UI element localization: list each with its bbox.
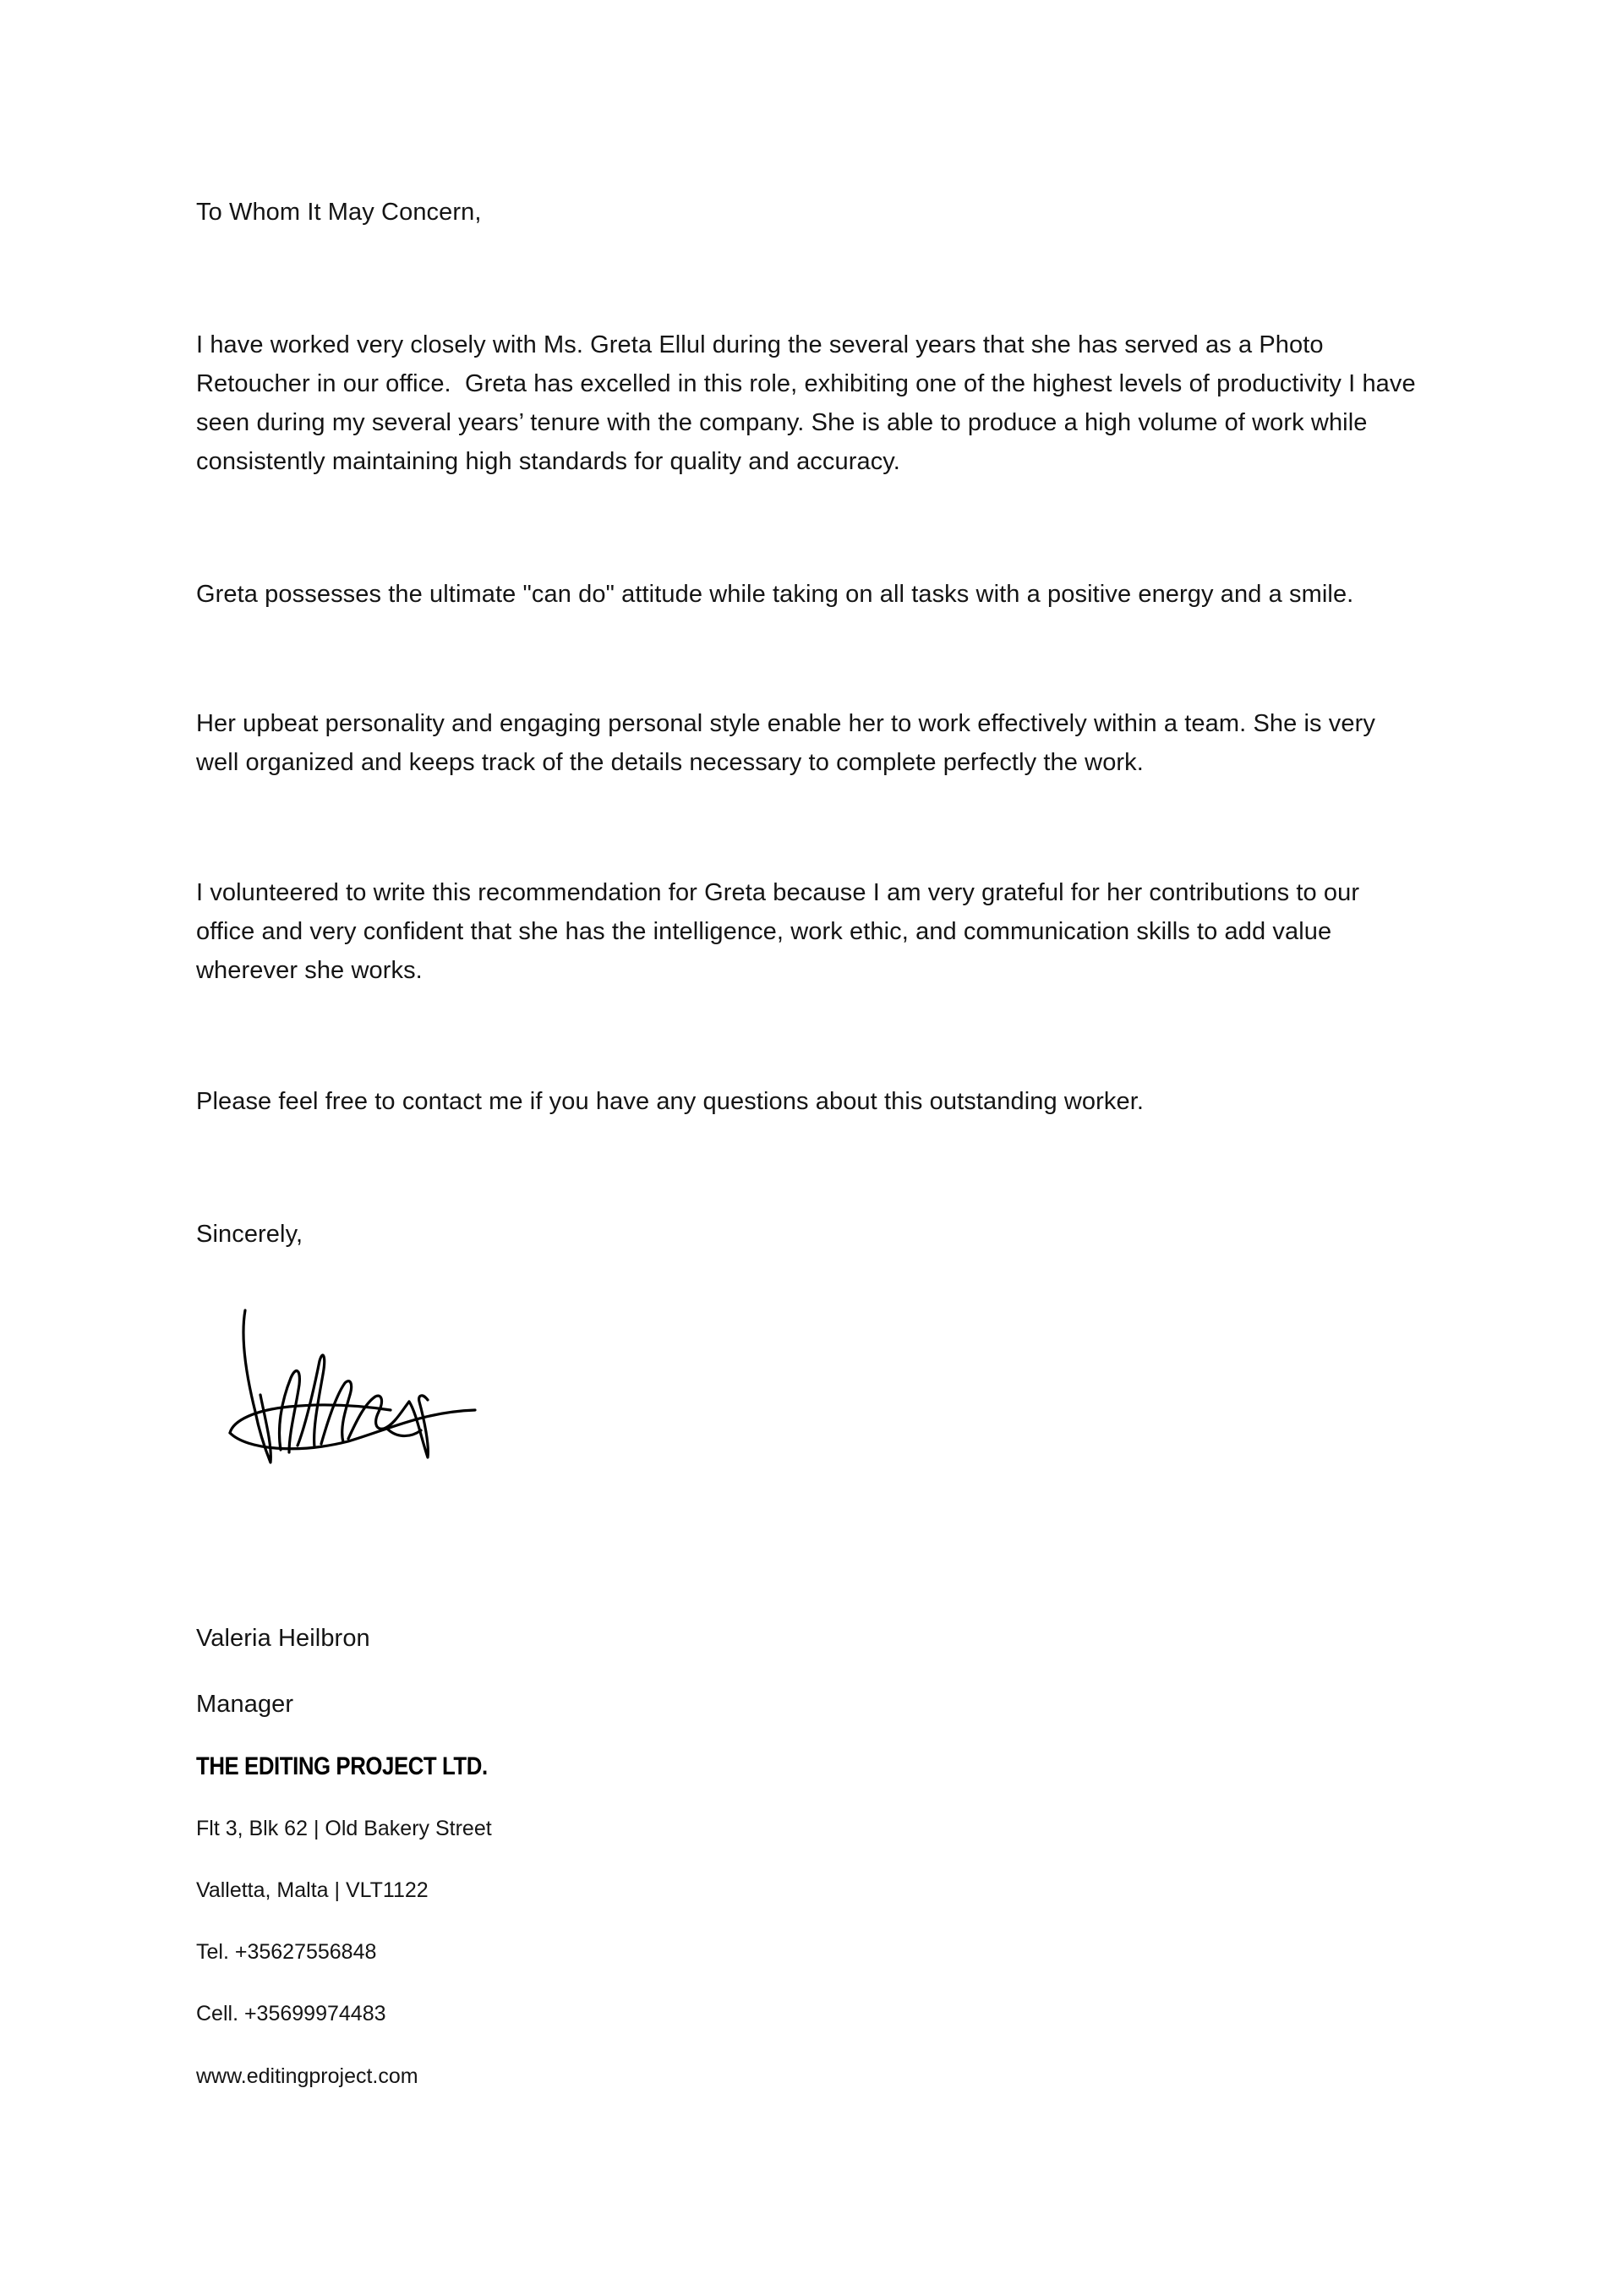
- paragraph-personality: Her upbeat personality and engaging personal style enable her to work effectively within a team. She is very well organized and keeps track of the details necessary to complete perfectly the work.: [196, 710, 1383, 776]
- paragraph-attitude: Greta possesses the ultimate "can do" attitude while taking on all tasks with a positive energy and a smile.: [196, 581, 1354, 608]
- signer-title: Manager: [196, 1691, 294, 1718]
- website-link[interactable]: www.editingproject.com: [196, 2064, 418, 2088]
- closing: Sincerely,: [196, 1221, 303, 1248]
- telephone: Tel. +35627556848: [196, 1940, 377, 1964]
- address-line-2: Valletta, Malta | VLT1122: [196, 1878, 429, 1902]
- cellphone: Cell. +35699974483: [196, 2002, 386, 2025]
- address-line-1: Flt 3, Blk 62 | Old Bakery Street: [196, 1817, 492, 1840]
- paragraph-recommendation: I volunteered to write this recommendation for Greta because I am very grateful for her contributions to our office and very confident that she has the intelligence, work ethic, and communication skills to add value wherever she works.: [196, 879, 1367, 984]
- paragraph-contact-invite: Please feel free to contact me if you have any questions about this outstanding worker.: [196, 1088, 1145, 1115]
- paragraph-intro: I have worked very closely with Ms. Greta Ellul during the several years that she has served as a Photo Retoucher in our office. Greta has excelled in this role, exhibiting one of the highest levels of productivity I have seen during my several years’ tenure with the company. She is able to produce a high volume of work while consistently maintaining high standards for quality and accuracy.: [196, 331, 1423, 475]
- handwritten-signature: [221, 1302, 484, 1488]
- company-name: THE EDITING PROJECT LTD.: [196, 1752, 488, 1780]
- signer-name: Valeria Heilbron: [196, 1625, 370, 1652]
- salutation: To Whom It May Concern,: [196, 199, 482, 226]
